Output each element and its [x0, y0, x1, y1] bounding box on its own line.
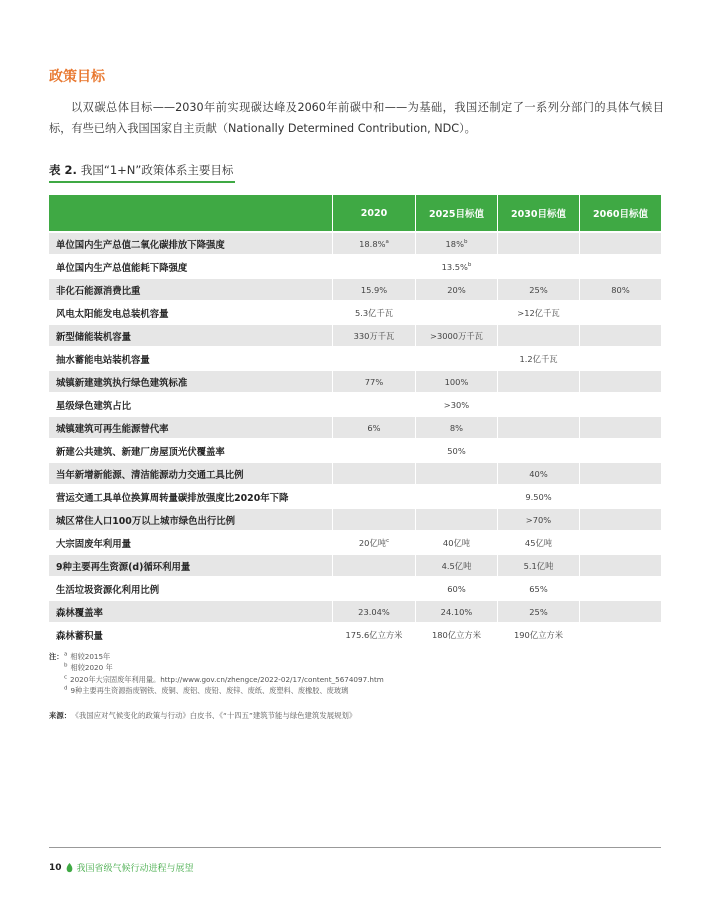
table-row: [49, 440, 661, 461]
cell-2030-value: >70%: [525, 514, 552, 525]
cell-2020-value: 175.6亿立方米: [345, 629, 403, 640]
note-item: [64, 674, 661, 685]
row-label: [49, 440, 332, 461]
table-row: [49, 302, 661, 323]
table-row: [49, 394, 661, 415]
cell-2030: [497, 463, 579, 484]
note-text: 相较2015年: [70, 652, 111, 661]
table-row: [49, 509, 661, 530]
row-label: [49, 486, 332, 507]
cell-2030: [497, 509, 579, 530]
cell-2060: [579, 578, 661, 599]
header-cell-2025: 2025目标值: [415, 195, 497, 231]
cell-2020: [332, 417, 415, 438]
row-label: [49, 256, 332, 277]
row-label: [49, 371, 332, 392]
row-label: [49, 394, 332, 415]
cell-2020-value: 6%: [367, 422, 381, 433]
table-caption-number: 表 2.: [49, 163, 77, 177]
cell-2020: [332, 486, 415, 507]
note-marker: a: [64, 651, 68, 658]
cell-2060: [579, 532, 661, 553]
cell-2020-value: 330万千瓦: [353, 330, 395, 341]
cell-2025: [415, 394, 497, 415]
cell-2060: [579, 279, 661, 300]
cell-2025: [415, 509, 497, 530]
row-label-value: 星级绿色建筑占比: [56, 400, 132, 412]
row-label-value: 当年新增新能源、清洁能源动力交通工具比例: [56, 469, 244, 481]
row-label: [49, 463, 332, 484]
footnote-marker: c: [386, 537, 390, 544]
cell-2025: [415, 233, 497, 254]
cell-2030-value: 25%: [529, 284, 548, 295]
cell-2020: [332, 394, 415, 415]
cell-2030-value: >12亿千瓦: [517, 307, 560, 318]
cell-2025-value: >30%: [443, 399, 470, 410]
cell-2020-value: 23.04%: [358, 606, 390, 617]
row-label: [49, 509, 332, 530]
cell-2060: [579, 486, 661, 507]
cell-2060: [579, 509, 661, 530]
cell-2060: [579, 417, 661, 438]
cell-2060: [579, 325, 661, 346]
cell-2025-value: 8%: [449, 422, 464, 433]
table-row: [49, 624, 661, 645]
row-label-value: 单位国内生产总值能耗下降强度: [56, 262, 188, 274]
row-label: [49, 233, 332, 254]
row-label-value: 非化石能源消费比重: [56, 285, 141, 297]
cell-2030: [497, 417, 579, 438]
cell-2030: [497, 578, 579, 599]
page-footer: [49, 861, 194, 874]
cell-2025: [415, 348, 497, 369]
row-label: [49, 302, 332, 323]
table-row: [49, 348, 661, 369]
cell-2030: [497, 486, 579, 507]
row-label: [49, 279, 332, 300]
cell-2025: [415, 325, 497, 346]
cell-2025: [415, 532, 497, 553]
cell-2030: [497, 371, 579, 392]
source-text: 《我国应对气候变化的政策与行动》白皮书、《“十四五”建筑节能与绿色建筑发展规划》: [75, 711, 357, 720]
policy-targets-table: [49, 193, 661, 647]
note-item: [64, 685, 661, 696]
table-row: [49, 233, 661, 254]
table-row: [49, 279, 661, 300]
row-label: [49, 417, 332, 438]
cell-2020: [332, 348, 415, 369]
cell-2030: [497, 302, 579, 323]
cell-2060: [579, 394, 661, 415]
cell-2060: [579, 371, 661, 392]
cell-2025-value: 4.5亿吨: [441, 560, 472, 571]
cell-2025-value: 13.5%: [441, 261, 468, 272]
cell-2025: [415, 624, 497, 645]
cell-2030-value: 25%: [529, 606, 548, 617]
row-label: [49, 601, 332, 622]
cell-2060: [579, 624, 661, 645]
row-label-value: 营运交通工具单位换算周转量碳排放强度比2020年下降: [56, 492, 289, 504]
notes-label: 注：: [49, 652, 64, 661]
cell-2030: [497, 532, 579, 553]
cell-2060: [579, 348, 661, 369]
footnote-marker: b: [467, 261, 472, 268]
note-marker: c: [64, 674, 68, 681]
cell-2025: [415, 371, 497, 392]
table-caption-text: 我国“1+N”政策体系主要目标: [80, 163, 234, 177]
cell-2060: [579, 256, 661, 277]
cell-2020: [332, 256, 415, 277]
table-row: [49, 555, 661, 576]
cell-2030: [497, 233, 579, 254]
row-label: [49, 325, 332, 346]
row-label-value: 城镇建筑可再生能源替代率: [56, 423, 169, 435]
cell-2025: [415, 440, 497, 461]
cell-2025: [415, 256, 497, 277]
cell-2025: [415, 555, 497, 576]
cell-2020: [332, 302, 415, 323]
cell-2025: [415, 279, 497, 300]
cell-2025-value: 180亿立方米: [431, 629, 482, 640]
cell-2030: [497, 279, 579, 300]
cell-2020: [332, 463, 415, 484]
cell-2030-value: 190亿立方米: [513, 629, 564, 640]
table-row: [49, 486, 661, 507]
cell-2025: [415, 486, 497, 507]
cell-2025: [415, 578, 497, 599]
cell-2030: [497, 325, 579, 346]
cell-2030-value: 40%: [529, 468, 548, 479]
cell-2025: [415, 302, 497, 323]
table-header-row: [49, 195, 661, 231]
row-label-value: 抽水蓄能电站装机容量: [56, 354, 150, 366]
cell-2025-value: 24.10%: [440, 606, 473, 617]
caption-underline: [49, 181, 235, 183]
cell-2020-value: 15.9%: [360, 284, 388, 295]
cell-2030: [497, 555, 579, 576]
cell-2020: [332, 325, 415, 346]
cell-2030: [497, 440, 579, 461]
cell-2020: [332, 233, 415, 254]
row-label: [49, 624, 332, 645]
cell-2020: [332, 578, 415, 599]
source-label: 来源：: [49, 711, 72, 720]
header-cell-2030: 2030目标值: [497, 195, 579, 231]
cell-2025-value: 40亿吨: [442, 537, 471, 548]
row-label-value: 新建公共建筑、新建厂房屋顶光伏覆盖率: [56, 446, 225, 458]
cell-2025-value: 100%: [444, 376, 469, 387]
cell-2025-value: 50%: [447, 445, 466, 456]
table-row: [49, 371, 661, 392]
footnote-marker: b: [463, 238, 468, 245]
cell-2030: [497, 394, 579, 415]
table-row: [49, 417, 661, 438]
cell-2020: [332, 601, 415, 622]
row-label: [49, 532, 332, 553]
cell-2020: [332, 279, 415, 300]
table-row: [49, 256, 661, 277]
cell-2025: [415, 463, 497, 484]
cell-2025: [415, 601, 497, 622]
cell-2020: [332, 555, 415, 576]
cell-2060: [579, 440, 661, 461]
cell-2030: [497, 601, 579, 622]
source-line: [49, 710, 356, 721]
row-label-value: 新型储能装机容量: [56, 331, 132, 343]
cell-2030: [497, 624, 579, 645]
cell-2060: [579, 233, 661, 254]
cell-2020-value: 5.3亿千瓦: [354, 307, 394, 318]
cell-2020: [332, 532, 415, 553]
cell-2030-value: 45亿吨: [524, 537, 553, 548]
row-label-value: 风电太阳能发电总装机容量: [56, 308, 169, 320]
header-cell-2060: 2060目标值: [579, 195, 661, 231]
notes-list: [64, 651, 661, 696]
header-cell-2020: 2020: [332, 195, 415, 231]
cell-2060-value: 80%: [611, 284, 630, 295]
table-caption: [49, 162, 233, 178]
table-row: [49, 463, 661, 484]
cell-2030-value: 9.50%: [525, 491, 552, 502]
table-row: [49, 578, 661, 599]
cell-2060: [579, 601, 661, 622]
row-label: [49, 348, 332, 369]
table-row: [49, 532, 661, 553]
cell-2025: [415, 417, 497, 438]
cell-2030-value: 1.2亿千瓦: [519, 353, 558, 364]
note-marker: d: [64, 685, 68, 692]
cell-2020-value: 18.8%: [359, 238, 386, 249]
notes: [49, 651, 661, 696]
row-label-value: 城镇新建建筑执行绿色建筑标准: [56, 377, 188, 389]
note-text: 2020年大宗固废年利用量。http://www.gov.cn/zhengce/2022-02/17/content_5674097.htm: [70, 674, 384, 684]
cell-2020: [332, 440, 415, 461]
header-cell-label: [49, 195, 332, 231]
cell-2060: [579, 302, 661, 323]
page-number: 10: [49, 862, 62, 873]
note-item: [64, 662, 661, 673]
section-heading: 政策目标: [49, 69, 105, 85]
row-label: [49, 578, 332, 599]
cell-2030-value: 5.1亿吨: [523, 560, 554, 571]
row-label: [49, 555, 332, 576]
row-label-value: 森林蓄积量: [56, 630, 103, 642]
cell-2060: [579, 555, 661, 576]
cell-2025-value: 20%: [447, 284, 466, 295]
row-label-value: 生活垃圾资源化利用比例: [56, 584, 160, 596]
table-row: [49, 601, 661, 622]
note-marker: b: [64, 662, 68, 669]
row-label-value: 9种主要再生资源(d)循环利用量: [56, 561, 191, 573]
note-text: 相较2020 年: [70, 663, 113, 673]
table-body: [49, 233, 661, 645]
cell-2030-value: 65%: [529, 583, 548, 594]
cell-2025-value: >3000万千瓦: [430, 330, 483, 341]
row-label-value: 城区常住人口100万以上城市绿色出行比例: [56, 515, 235, 527]
row-label-value: 森林覆盖率: [56, 607, 103, 619]
cell-2020-value: 77%: [364, 376, 384, 387]
note-item: [64, 651, 661, 662]
cell-2025-value: 18%: [445, 238, 464, 249]
row-label-value: 单位国内生产总值二氧化碳排放下降强度: [56, 239, 225, 251]
footer-divider: [49, 847, 661, 848]
cell-2025-value: 60%: [447, 583, 466, 594]
footer-title: 我国省级气候行动进程与展望: [76, 864, 194, 874]
row-label-value: 大宗固废年利用量: [56, 538, 132, 550]
intro-paragraph: 以双碳总体目标——2030年前实现碳达峰及2060年前碳中和——为基础，我国还制定了一系列分部门的具体气候目标，有些已纳入我国国家自主贡献（Nationally Determined Contribution, NDC）。: [49, 101, 664, 135]
cell-2020: [332, 371, 415, 392]
footnote-marker: a: [385, 238, 389, 245]
cell-2030: [497, 256, 579, 277]
note-text: 9种主要再生资源指废钢铁、废铜、废铝、废铅、废锌、废纸、废塑料、废橡胶、废玻璃: [70, 685, 349, 695]
cell-2060: [579, 463, 661, 484]
leaf-icon: [66, 863, 73, 873]
cell-2030: [497, 348, 579, 369]
cell-2020: [332, 509, 415, 530]
cell-2020-value: 20亿吨: [358, 537, 387, 548]
table-row: [49, 325, 661, 346]
cell-2020: [332, 624, 415, 645]
